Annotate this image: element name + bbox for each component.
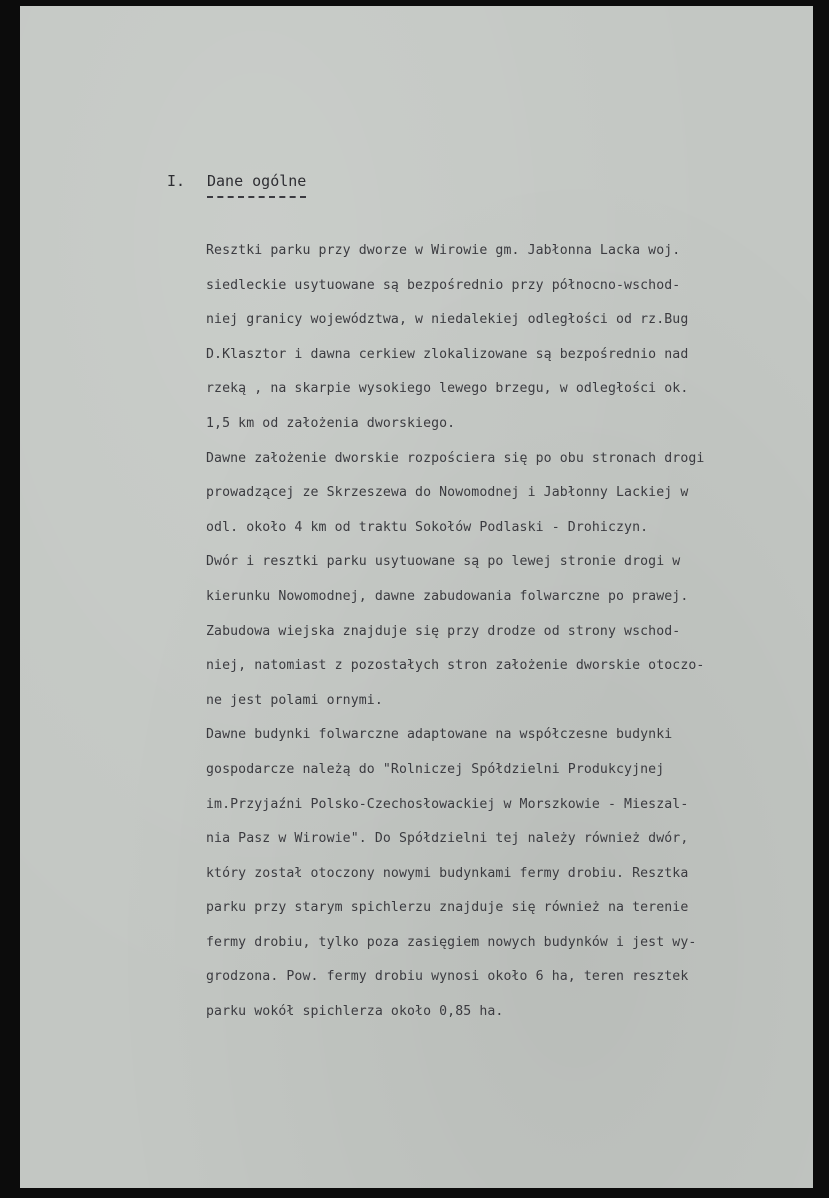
text-line: niej, natomiast z pozostałych stron założenie dworskie otoczo-	[206, 658, 705, 674]
text-line: Dwór i resztki parku usytuowane są po lewej stronie drogi w	[206, 554, 681, 570]
text-line: D.Klasztor i dawna cerkiew zlokalizowane są bezpośrednio nad	[206, 346, 689, 362]
body-text	[206, 234, 829, 1030]
text-line: siedleckie usytuowane są bezpośrednio przy północno-wschod-	[206, 277, 681, 293]
text-line: Dawne budynki folwarczne adaptowane na współczesne budynki	[206, 727, 673, 743]
section-heading	[167, 172, 306, 198]
text-line: prowadzącej ze Skrzeszewa do Nowomodnej i Jabłonny Lackiej w	[206, 485, 689, 501]
text-line: gospodarcze należą do "Rolniczej Spółdzielni Produkcyjnej	[206, 761, 665, 777]
text-line: kierunku Nowomodnej, dawne zabudowania folwarczne po prawej.	[206, 588, 689, 604]
text-line: ne jest polami ornymi.	[206, 692, 383, 708]
text-line: rzeką , na skarpie wysokiego lewego brzegu, w odległości ok.	[206, 381, 689, 397]
text-line: Resztki parku przy dworze w Wirowie gm. Jabłonna Lacka woj.	[206, 243, 681, 258]
text-line: odl. około 4 km od traktu Sokołów Podlaski - Drohiczyn.	[206, 519, 649, 535]
text-line: niej granicy województwa, w niedalekiej odległości od rz.Bug	[206, 312, 689, 328]
text-line: Dawne założenie dworskie rozpościera się po obu stronach drogi	[206, 450, 705, 466]
text-line: Zabudowa wiejska znajduje się przy drodze od strony wschod-	[206, 623, 681, 639]
text-line: im.Przyjaźni Polsko-Czechosłowackiej w Morszkowie - Mieszal-	[206, 796, 689, 812]
text-line: 1,5 km od założenia dworskiego.	[206, 415, 456, 431]
document-page	[20, 6, 813, 1188]
text-line: grodzona. Pow. fermy drobiu wynosi około 6 ha, teren resztek	[206, 969, 689, 985]
text-line: fermy drobiu, tylko poza zasięgiem nowych budynków i jest wy-	[206, 934, 697, 950]
text-line: który został otoczony nowymi budynkami fermy drobiu. Resztka	[206, 865, 689, 881]
text-line: parku przy starym spichlerzu znajduje się również na terenie	[206, 900, 689, 916]
section-number: I.	[167, 172, 186, 190]
text-line: nia Pasz w Wirowie". Do Spółdzielni tej należy również dwór,	[206, 831, 689, 847]
text-line: parku wokół spichlerza około 0,85 ha.	[206, 1004, 504, 1020]
section-title: Dane ogólne	[207, 172, 306, 198]
